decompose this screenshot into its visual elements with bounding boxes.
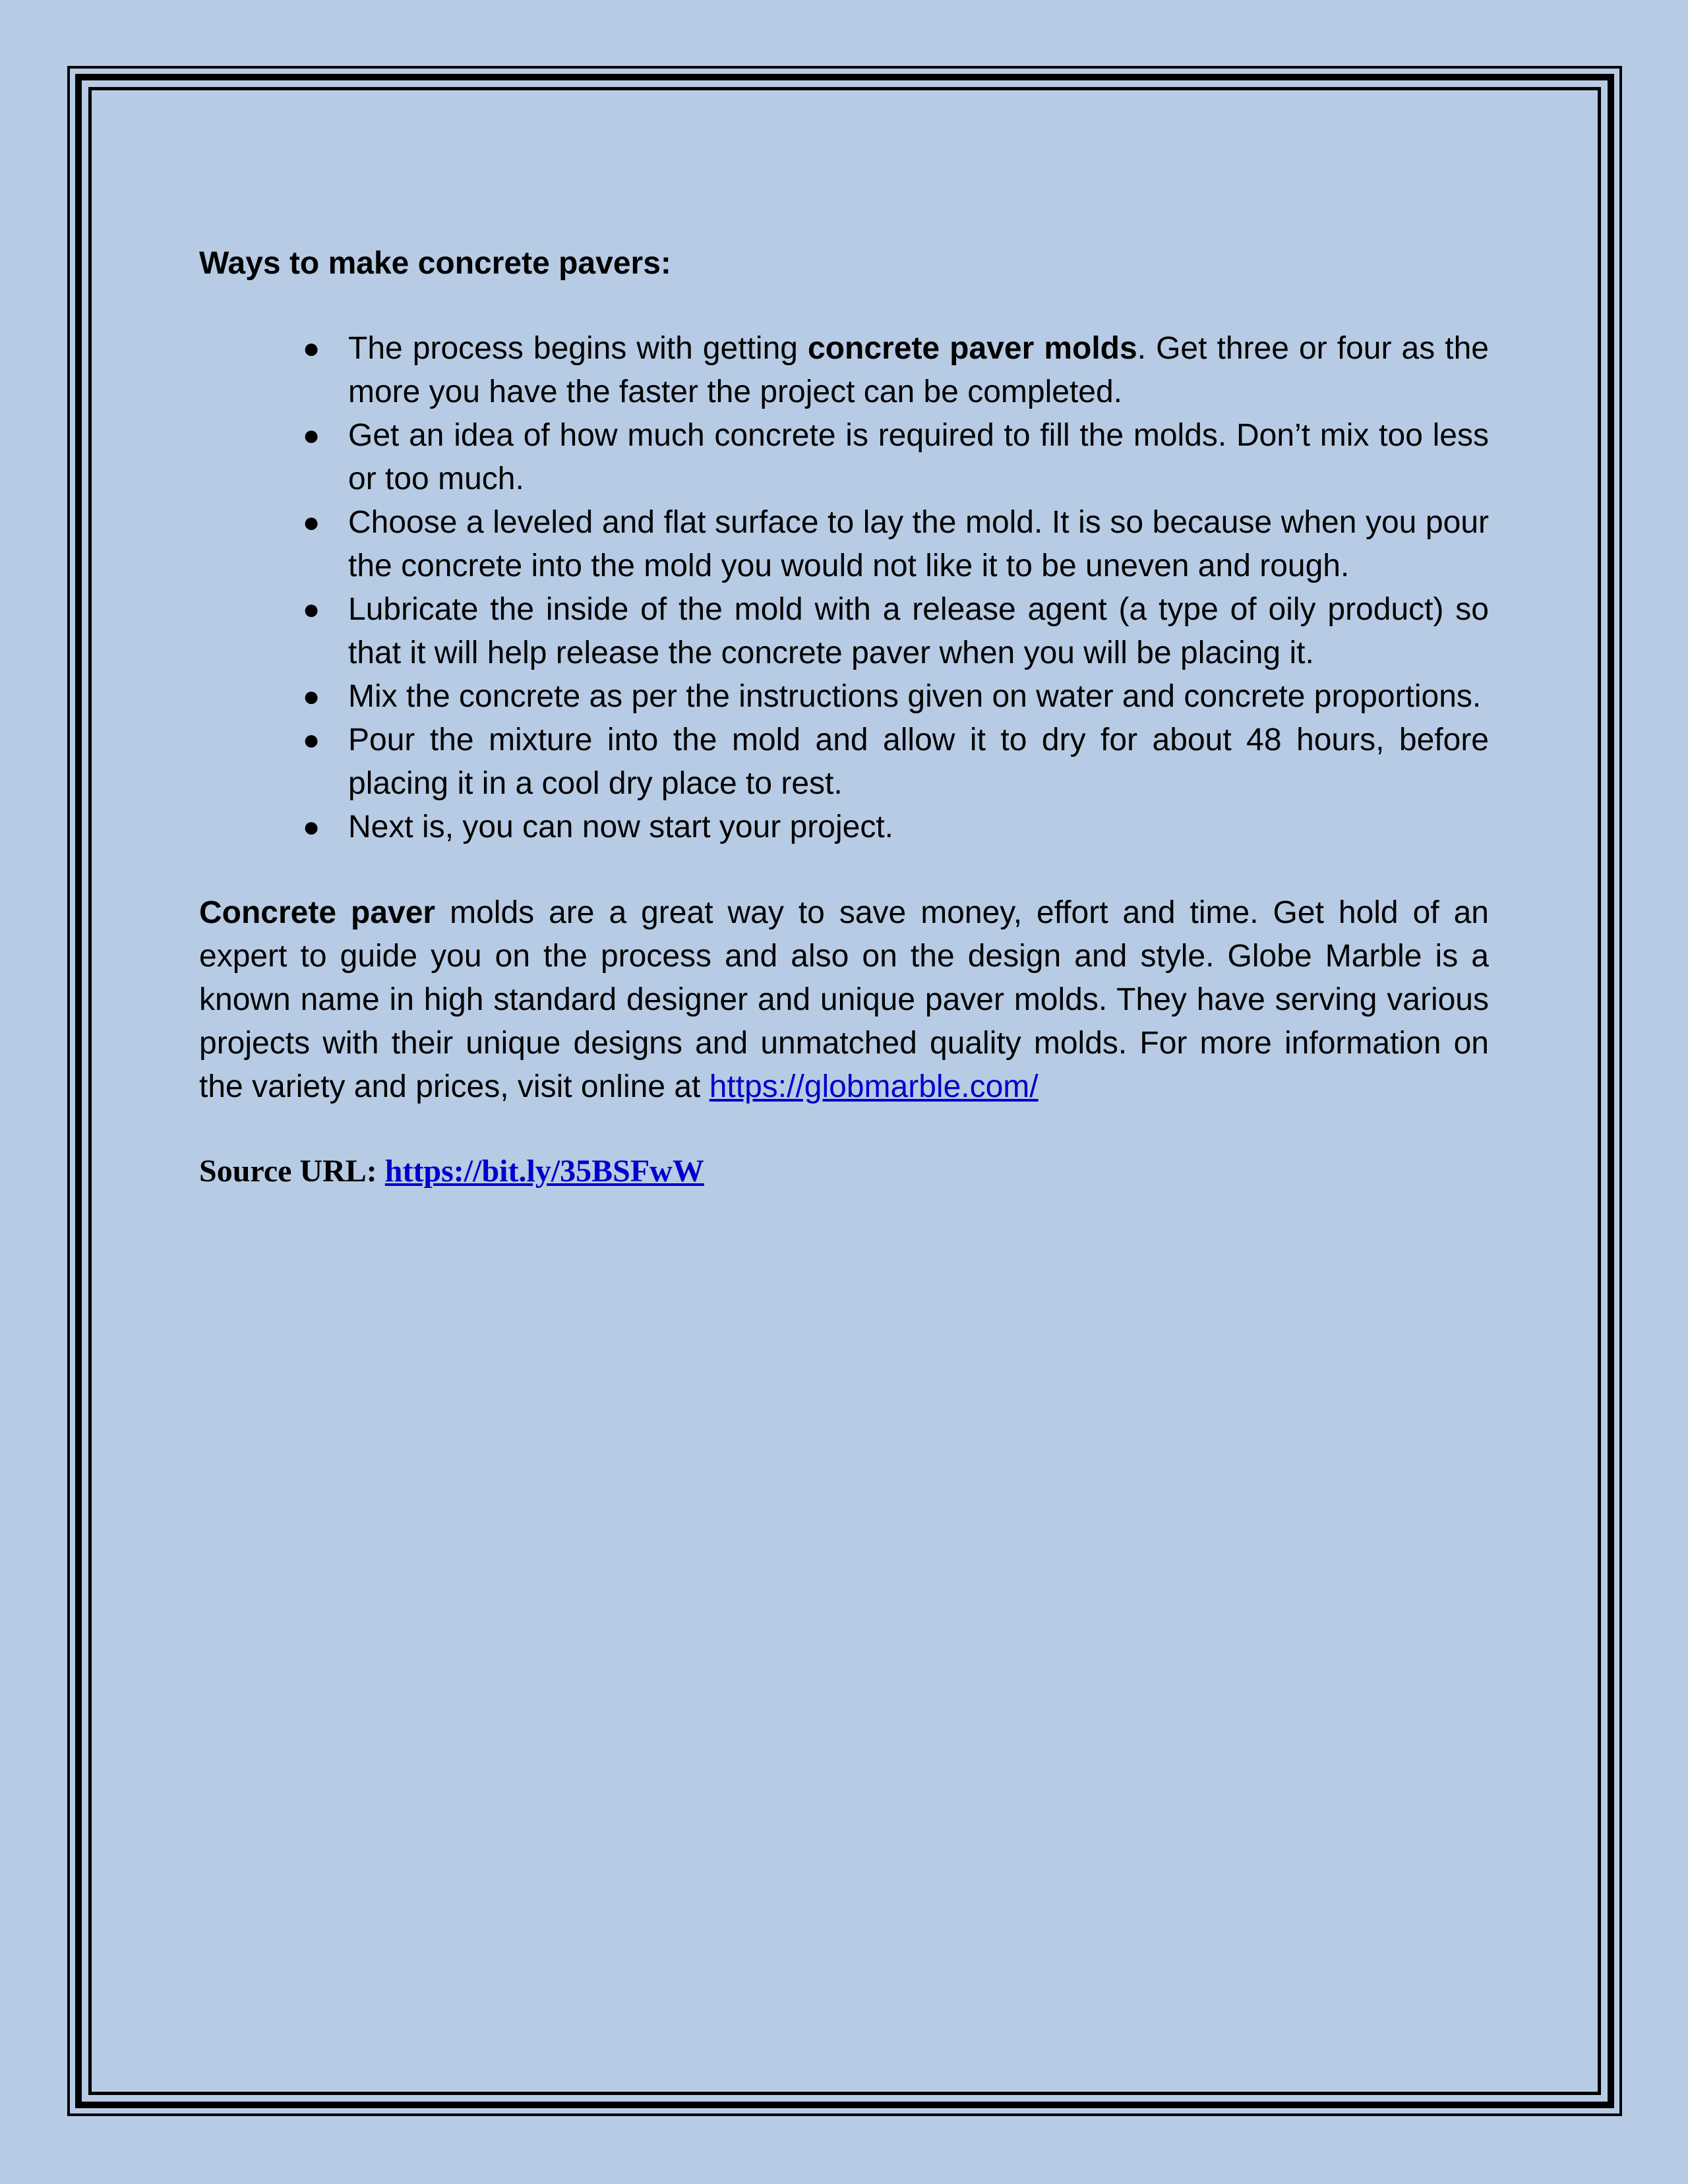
list-item-text: Next is, you can now start your project. bbox=[348, 810, 894, 844]
bullet-icon: ● bbox=[302, 419, 320, 452]
steps-list bbox=[199, 327, 1489, 849]
list-item-text: Pour the mixture into the mold and allow it to dry for about 48 hours, before placing it in a cool dry place to rest. bbox=[348, 723, 1489, 801]
list-item bbox=[302, 806, 1489, 849]
source-label: Source URL: bbox=[199, 1154, 385, 1189]
source-line bbox=[199, 1150, 1489, 1193]
list-item-text: The process begins with getting bbox=[348, 331, 808, 366]
document-body bbox=[199, 237, 1489, 1193]
list-item-bold-text: concrete paver molds bbox=[808, 331, 1137, 366]
list-item bbox=[302, 719, 1489, 806]
list-item bbox=[302, 501, 1489, 588]
section-heading: Ways to make concrete pavers: bbox=[199, 246, 671, 281]
list-item bbox=[302, 588, 1489, 675]
list-item-text: Get an idea of how much concrete is required to fill the molds. Don’t mix too less or too much. bbox=[348, 418, 1489, 496]
bullet-icon: ● bbox=[302, 724, 320, 756]
list-item-text: Choose a leveled and flat surface to lay the mold. It is so because when you pour the concrete into the mold you would not like it to be uneven and rough. bbox=[348, 505, 1489, 583]
bullet-icon: ● bbox=[302, 680, 320, 713]
bullet-icon: ● bbox=[302, 811, 320, 843]
paragraph-text: molds are a great way to save money, effort and time. Get hold of an expert to guide you on the process and also on the design and style. Globe Marble is a known name in high standard designer and unique paver molds. They have serving various projects with their unique designs and unmatched quality molds. For more information on the variety and prices, visit online at bbox=[199, 895, 1489, 1104]
list-item-text: Lubricate the inside of the mold with a release agent (a type of oily product) so that it will help release the concrete paver when you will be placing it. bbox=[348, 592, 1489, 670]
list-item bbox=[302, 414, 1489, 501]
source-url-link[interactable]: https://bit.ly/35BSFwW bbox=[384, 1154, 704, 1189]
list-item bbox=[302, 327, 1489, 414]
summary-paragraph bbox=[199, 891, 1489, 1109]
bullet-icon: ● bbox=[302, 332, 320, 365]
bullet-icon: ● bbox=[302, 593, 320, 626]
list-item-text: Mix the concrete as per the instructions given on water and concrete proportions. bbox=[348, 679, 1482, 714]
bullet-icon: ● bbox=[302, 506, 320, 539]
list-item bbox=[302, 675, 1489, 719]
paragraph-bold-lead: Concrete paver bbox=[199, 895, 436, 930]
globmarble-link[interactable]: https://globmarble.com/ bbox=[709, 1069, 1039, 1104]
list-item-text-tail: . Get three or four as the more you have the faster the project can be completed. bbox=[348, 331, 1489, 409]
